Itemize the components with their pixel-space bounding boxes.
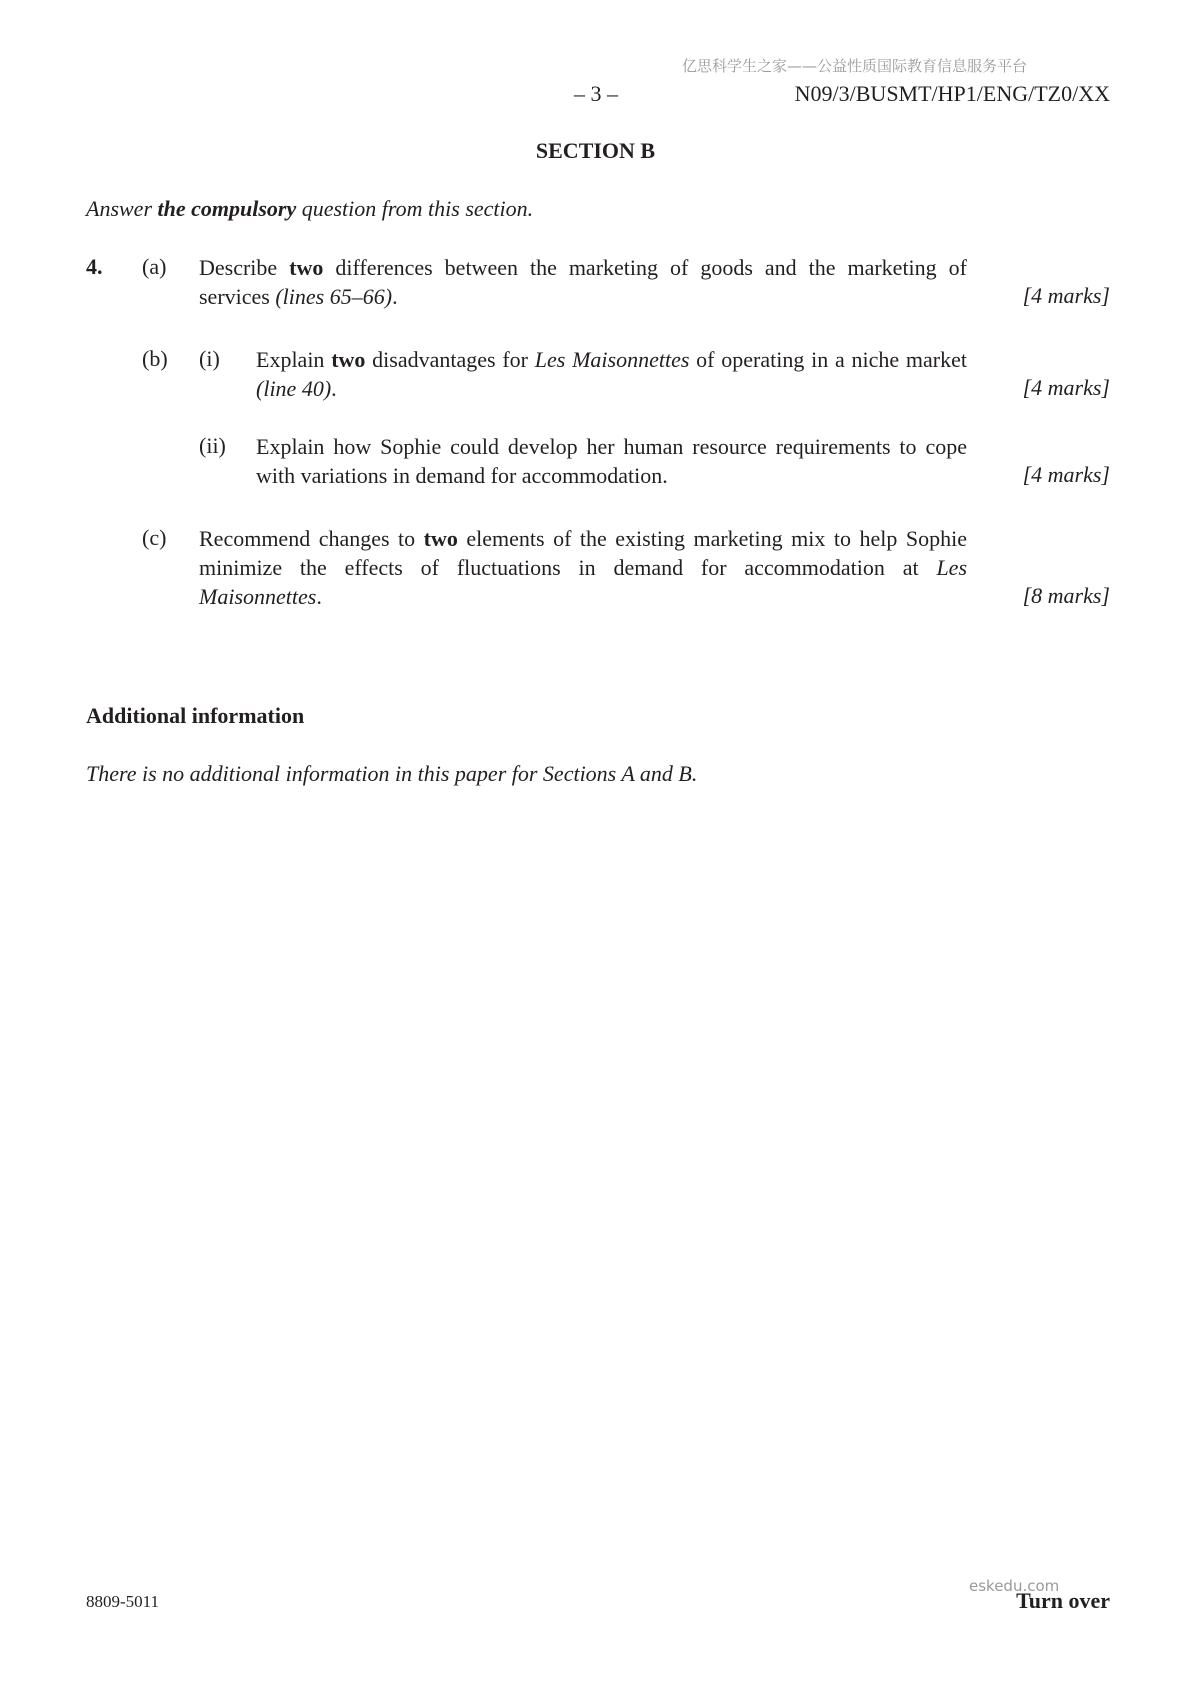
part-c-marks: [8 marks] bbox=[1022, 583, 1110, 608]
part-b-i-marks: [4 marks] bbox=[1022, 375, 1110, 400]
part-c-text: Recommend changes to two elements of the existing marketing mix to help Sophie minimize the effects of fluctuations in demand for accommodation at Les Maisonnettes. bbox=[199, 526, 967, 609]
part-b-ii-label: (ii) bbox=[199, 433, 226, 458]
watermark-footer: eskedu.com bbox=[969, 1577, 1060, 1595]
part-b-label: (b) bbox=[142, 346, 168, 371]
additional-info-title: Additional information bbox=[86, 703, 305, 728]
question-number: 4. bbox=[86, 254, 103, 279]
part-b-i-label: (i) bbox=[199, 346, 220, 371]
additional-info-text: There is no additional information in this paper for Sections A and B. bbox=[86, 761, 698, 786]
part-b-ii-text: Explain how Sophie could develop her human resource requirements to cope with variations in demand for accommodation. bbox=[256, 434, 967, 488]
section-title: SECTION B bbox=[535, 138, 656, 163]
part-a-text: Describe two differences between the marketing of goods and the marketing of services (lines 65–66). bbox=[199, 255, 967, 309]
part-a-marks: [4 marks] bbox=[1022, 283, 1110, 308]
page-number: – 3 – bbox=[574, 81, 618, 106]
paper-code: N09/3/BUSMT/HP1/ENG/TZ0/XX bbox=[794, 81, 1110, 106]
watermark-header: 亿思科学生之家——公益性质国际教育信息服务平台 bbox=[682, 57, 1028, 75]
instruction: Answer the compulsory question from this section. bbox=[86, 196, 534, 221]
turn-over: Turn over bbox=[1016, 1588, 1110, 1613]
part-b-i-text: Explain two disadvantages for Les Maisonnettes of operating in a niche market (line 40). bbox=[256, 347, 967, 401]
footer-code: 8809-5011 bbox=[86, 1592, 160, 1611]
part-b-ii-marks: [4 marks] bbox=[1022, 462, 1110, 487]
part-c-label: (c) bbox=[142, 525, 167, 550]
part-a-label: (a) bbox=[142, 254, 167, 279]
